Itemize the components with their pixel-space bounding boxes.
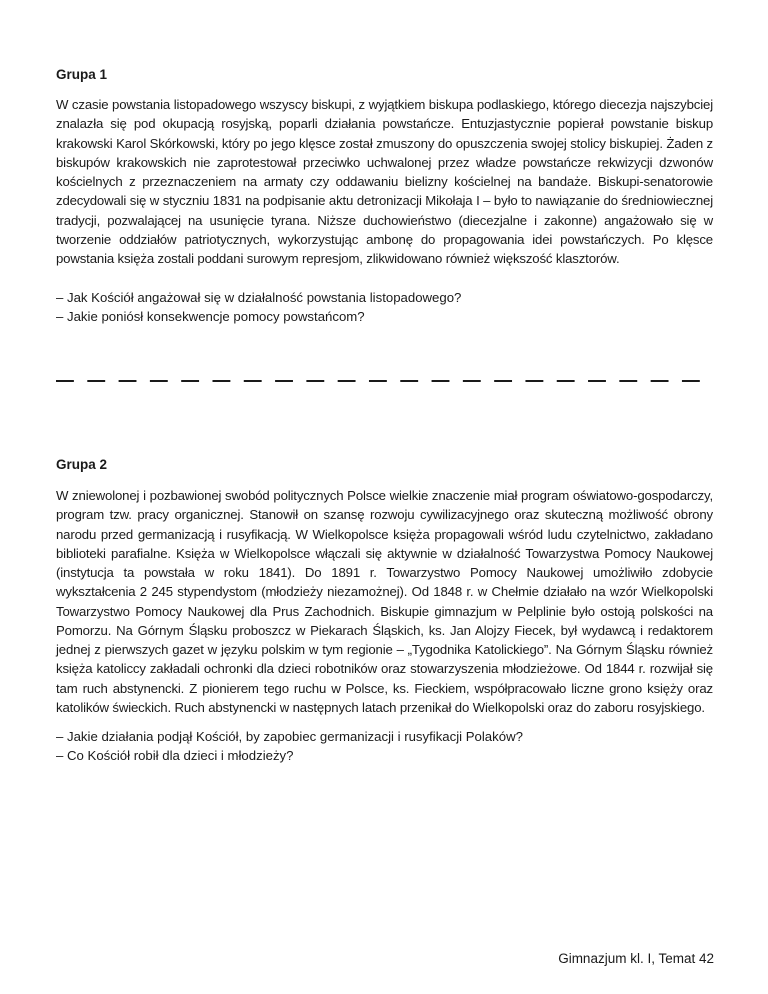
- group-1-question-1: – Jak Kościół angażował się w działalność powstania listopadowego?: [56, 290, 462, 305]
- group-2-heading: Grupa 2: [56, 457, 108, 472]
- group-1-questions: [56, 288, 713, 327]
- cut-line-divider: [56, 380, 713, 382]
- group-1-heading: Grupa 1: [56, 67, 108, 82]
- group-1-question-2: – Jakie poniósł konsekwencje pomocy powstańcom?: [56, 309, 365, 325]
- group-2-questions: [56, 727, 713, 766]
- group-2-text: W zniewolonej i pozbawionej swobód politycznych Polsce wielkie znaczenie miał program oświatowo-gospodarczy, program tzw. pracy organicznej. Stanowił on szansę rozwoju cywilizacyjnego oraz skuteczną możliwość obrony narodu przed germanizacją i rusyfikacją. W Wielkopolsce księża propagowali wśród ludu czytelnictwo, zakładano biblioteki parafialne. Księża w Wielkopolsce włączali się aktywnie w działalność Towarzystwa Pomocy Naukowej (instytucja ta powstała w roku 1841). Do 1891 r. Towarzystwo Pomocy Naukowej umożliwiło zdobycie wykształcenia 2 245 stypendystom (młodzieży niezamożnej). Od 1848 r. w Chełmie działało na wzór Wielkopolski Towarzystwo Pomocy Naukowej dla Prus Zachodnich. Biskupie gimnazjum w Pelplinie było ostoją polskości na Pomorzu. Na Górnym Śląsku proboszcz w Piekarach Śląskich, ks. Jan Alojzy Fiecek, był wydawcą i redaktorem jednej z pierwszych gazet w języku polskim w tym regionie – „Tygodnika Katolickiego”. Na Górnym Śląsku również księża katoliccy zakładali ochronki dla dzieci robotników oraz stowarzyszenia młodzieżowe. Od 1844 r. rozwijał się tam ruch abstynencki. Z pionierem tego ruchu w Polsce, ks. Fieckiem, współpracowało liczne grono księży oraz katolików świeckich. Ruch abstynencki w następnych latach przenikał do Wielkopolski oraz do zaboru rosyjskiego.: [56, 488, 713, 715]
- group-2-question-1: – Jakie działania podjął Kościół, by zapobiec germanizacji i rusyfikacji Polaków?: [56, 729, 523, 744]
- page-footer: Gimnazjum kl. I, Temat 42: [558, 951, 714, 966]
- group-1-text: W czasie powstania listopadowego wszyscy biskupi, z wyjątkiem biskupa podlaskiego, którego diecezja najszybciej znalazła się pod okupacją rosyjską, poparli działania powstańcze. Entuzjastycznie popierał powstanie biskup krakowski Karol Skórkowski, który po jego klęsce został zmuszony do opuszczenia swojej stolicy biskupiej. Żaden z biskupów krakowskich nie zaprotestował przeciwko uchwalonej przez władze powstańcze rekwizycji dzwonów kościelnych z przeznaczeniem na armaty czy oddawaniu bielizny kościelnej na bandaże. Biskupi-senatorowie zdecydowali się w styczniu 1831 na podpisanie aktu detronizacji Mikołaja I – było to nawiązanie do średniowiecznej tradycji, pozwalającej na usunięcie tyrana. Niższe duchowieństwo (diecezjalne i zakonne) angażowało się w tworzenie oddziałów patriotycznych, wykorzystując ambonę do propagowania idei powstańczych. Po klęsce powstania księża zostali poddani surowym represjom, zlikwidowano również większość klasztorów.: [56, 97, 713, 266]
- group-2-question-2: – Co Kościół robił dla dzieci i młodzieży?: [56, 748, 294, 764]
